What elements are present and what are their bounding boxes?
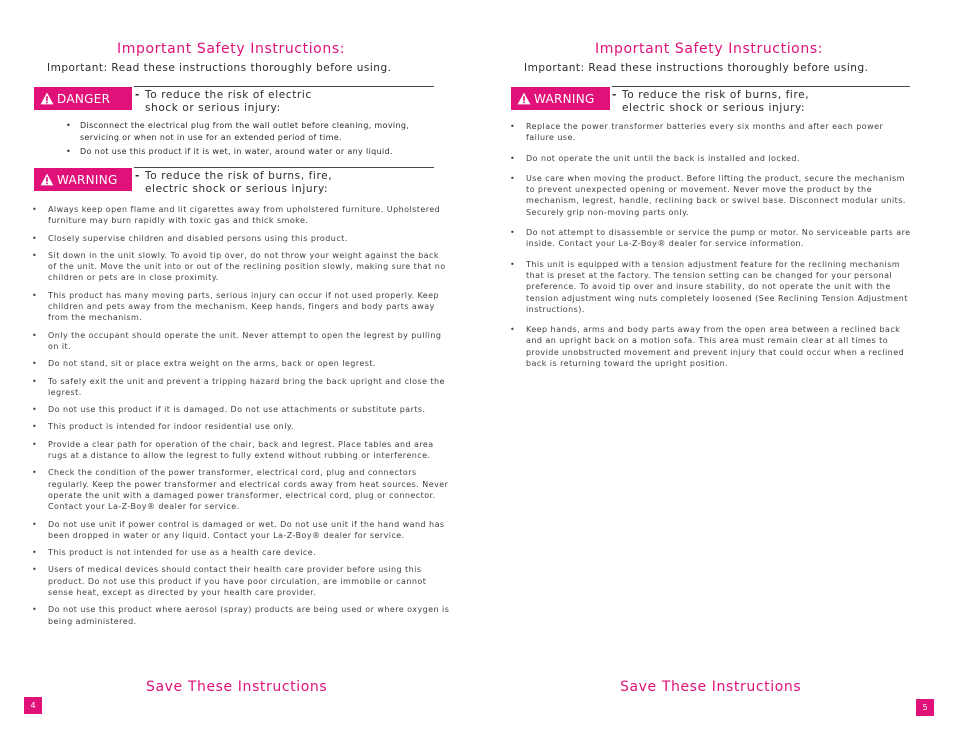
list-item: • Do not use this product if it is wet, in water, around water or any liquid. — [66, 146, 441, 158]
list-item: • This product is not intended for use as a health care device. — [32, 547, 450, 558]
warning-list — [32, 204, 450, 627]
page-number: 4 — [24, 697, 42, 714]
list-item: • Do not attempt to disassemble or service the pump or motor. No serviceable parts are inside. Contact your La-Z-Boy® dealer for service information. — [510, 227, 914, 250]
warning-label: WARNING — [534, 91, 595, 106]
page-number: 5 — [916, 699, 934, 716]
list-item: • This unit is equipped with a tension adjustment feature for the reclining mechanism that is preset at the factory. The tension setting can be changed for your personal preference. To avoid tip over and insure stability, do not operate the unit with the tension adjustment wing nuts completely loosened (See Reclining Tension Adjustment instructions). — [510, 259, 914, 315]
list-item: • Do not stand, sit or place extra weight on the arms, back or open legrest. — [32, 358, 450, 369]
save-instructions-footer: Save These Instructions — [146, 679, 328, 695]
warning-triangle-icon — [40, 92, 54, 105]
risk-line: electric shock or serious injury: — [145, 183, 329, 195]
list-item: • Do not use this product if it is damaged. Do not use attachments or substitute parts. — [32, 404, 450, 415]
danger-badge — [34, 87, 132, 110]
risk-line: electric shock or serious injury: — [622, 102, 806, 114]
danger-label: DANGER — [57, 91, 111, 106]
warning-risk-text: - To reduce the risk of burns, fire, electric shock or serious injury: — [145, 170, 435, 196]
risk-line: To reduce the risk of burns, fire, — [145, 170, 333, 182]
page-title: Important Safety Instructions: — [595, 41, 824, 57]
page-subtitle: Important: Read these instructions thoroughly before using. — [47, 62, 392, 74]
danger-list — [66, 120, 441, 158]
warning-triangle-icon — [517, 92, 531, 105]
list-item: • Check the condition of the power transformer, electrical cord, plug and connectors regularly. Keep the power transformer and electrical cords away from heat sources. Never operate the unit with a damaged power transformer, electrical cord, plug or connector. Contact your La-Z-Boy® dealer for service. — [32, 467, 450, 512]
save-instructions-footer: Save These Instructions — [620, 679, 802, 695]
list-item: • This product is intended for indoor residential use only. — [32, 421, 450, 432]
risk-line: To reduce the risk of burns, fire, — [622, 89, 810, 101]
danger-risk-text: - To reduce the risk of electric shock or serious injury: — [145, 89, 435, 115]
warning-badge — [511, 87, 610, 110]
risk-line: To reduce the risk of electric — [145, 89, 312, 101]
warning-badge — [34, 168, 132, 191]
warning-triangle-icon — [40, 173, 54, 186]
divider — [612, 86, 910, 87]
warning-list — [510, 121, 914, 369]
divider — [134, 167, 434, 168]
list-item: • Do not use this product where aerosol (spray) products are being used or where oxygen is being administered. — [32, 604, 450, 627]
list-item: • Always keep open flame and lit cigarettes away from upholstered furniture. Upholstered furniture may burn rapidly with toxic gas and thick smoke. — [32, 204, 450, 227]
right-page — [477, 0, 954, 738]
page-title: Important Safety Instructions: — [117, 41, 346, 57]
list-item: • Provide a clear path for operation of the chair, back and legrest. Place tables and area rugs at a distance to allow the legrest to fully extend without rubbing or interference. — [32, 439, 450, 462]
list-item: • Sit down in the unit slowly. To avoid tip over, do not throw your weight against the back of the unit. Move the unit into or out of the reclining position slowly, making sure that no children or pets are in close proximity. — [32, 250, 450, 284]
list-item: • To safely exit the unit and prevent a tripping hazard bring the back upright and close the legrest. — [32, 376, 450, 399]
risk-line: shock or serious injury: — [145, 102, 281, 114]
list-item: • Closely supervise children and disabled persons using this product. — [32, 233, 450, 244]
list-item: • Only the occupant should operate the unit. Never attempt to open the legrest by pulling on it. — [32, 330, 450, 353]
list-item: • Keep hands, arms and body parts away from the open area between a reclined back and an upright back on a motion sofa. This area must remain clear at all times to provide unobstructed movement and prevent injury that could occur when a reclined back is returning toward the upright position. — [510, 324, 914, 369]
list-item: • Do not operate the unit until the back is installed and locked. — [510, 153, 914, 164]
list-item: • This product has many moving parts, serious injury can occur if not used properly. Keep children and pets away from the mechanism. Keep hands, fingers and body parts away from the mechanism. — [32, 290, 450, 324]
list-item: • Users of medical devices should contact their health care provider before using this product. Do not use this product if you have poor circulation, are immobile or cannot sense heat, except as directed by your health care provider. — [32, 564, 450, 598]
warning-risk-text: - To reduce the risk of burns, fire, electric shock or serious injury: — [622, 89, 910, 115]
list-item: • Disconnect the electrical plug from the wall outlet before cleaning, moving, servicing or when not in use for an extended period of time. — [66, 120, 441, 143]
divider — [134, 86, 434, 87]
warning-label: WARNING — [57, 172, 118, 187]
page-subtitle: Important: Read these instructions thoroughly before using. — [524, 62, 869, 74]
list-item: • Do not use unit if power control is damaged or wet. Do not use unit if the hand wand has been dropped in water or any liquid. Contact your La-Z-Boy® dealer for service. — [32, 519, 450, 542]
list-item: • Replace the power transformer batteries every six months and after each power failure use. — [510, 121, 914, 144]
list-item: • Use care when moving the product. Before lifting the product, secure the mechanism to prevent unexpected opening or movement. Never move the product by the mechanism, legrest, handle, reclining back or swivel base. Disconnect modular units. Securely grip non-moving parts only. — [510, 173, 914, 218]
